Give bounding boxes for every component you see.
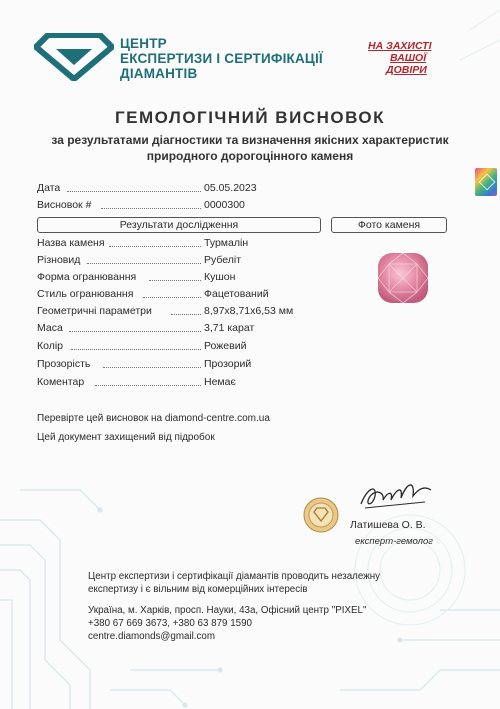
office-address: Україна, м. Харків, просп. Науки, 43а, Офісний центр "PIXEL"	[88, 605, 367, 616]
conclusion-number-label: Висновок #	[37, 199, 92, 211]
gemstone-photo	[375, 250, 431, 306]
result-label: Геометричні параметри	[37, 305, 152, 317]
expert-title: експерт-гемолог	[355, 536, 433, 547]
slogan	[360, 40, 448, 76]
diamond-logo-icon	[34, 33, 114, 81]
verify-text: Перевірте цей висновок на	[37, 413, 163, 424]
dotted-leader	[171, 314, 201, 315]
slogan-line2: ВАШОЇ	[390, 52, 427, 64]
result-row	[37, 236, 327, 250]
disclaimer-text: Центр експертизи і сертифікації діамантів проводить незалежну експертизу і є вільним від комерційних інтересів	[88, 571, 381, 595]
dotted-leader	[95, 385, 201, 386]
dotted-leader	[149, 280, 201, 281]
dotted-leader	[69, 331, 201, 332]
result-label: Маса	[37, 322, 63, 334]
dotted-leader	[101, 208, 201, 209]
photo-section-header: Фото каменя	[331, 217, 447, 233]
verify-link[interactable]: diamond-centre.com.ua	[164, 413, 270, 424]
result-row	[37, 304, 337, 318]
result-label: Форма огранювання	[37, 271, 137, 283]
org-name-line1: ЦЕНТР	[120, 36, 167, 51]
result-value: Рожевий	[204, 340, 247, 352]
result-value: Кушон	[204, 271, 236, 283]
org-name-line2: ЕКСПЕРТИЗИ І СЕРТИФІКАЦІЇ	[120, 51, 323, 66]
result-label: Прозорість	[37, 358, 91, 370]
result-row	[37, 321, 327, 335]
protected-notice: Цей документ захищений від підробок	[37, 432, 215, 443]
hologram-sticker-icon	[475, 168, 497, 196]
subtitle-line1: за результатами діагностики та визначення якісних характеристик	[51, 133, 449, 147]
expert-name: Латишева О. В.	[350, 519, 426, 531]
result-row	[37, 339, 327, 353]
result-row	[37, 253, 327, 267]
dotted-leader	[143, 297, 201, 298]
conclusion-number-row	[37, 198, 287, 212]
result-label: Коментар	[37, 376, 85, 388]
result-value: Рубеліт	[204, 254, 242, 266]
contact-email[interactable]: centre.diamonds@gmail.com	[88, 631, 216, 642]
result-value: Немає	[204, 376, 236, 388]
dotted-leader	[87, 263, 201, 264]
dotted-leader	[109, 246, 201, 247]
conclusion-number-value: 0000300	[204, 199, 245, 211]
dotted-leader	[71, 349, 201, 350]
result-value: Фацетований	[204, 288, 269, 300]
result-label: Стиль огранювання	[37, 288, 134, 300]
result-value: 3,71 карат	[204, 322, 255, 334]
subtitle-line2: природного дорогоцінного каменя	[146, 149, 354, 163]
results-section-header: Результати дослідження	[37, 217, 321, 233]
contact-phones: +380 67 669 3673, +380 63 879 1590	[88, 618, 252, 629]
dotted-leader	[67, 191, 201, 192]
date-label: Дата	[37, 182, 61, 194]
dotted-leader	[103, 367, 201, 368]
gold-seal-icon	[303, 497, 339, 533]
result-row	[37, 287, 327, 301]
result-row	[37, 357, 327, 371]
result-value: Прозорий	[204, 358, 252, 370]
slogan-line3: ДОВІРИ	[386, 64, 427, 76]
organization-name	[120, 36, 323, 81]
date-value: 05.05.2023	[204, 182, 257, 194]
result-row	[37, 375, 327, 389]
date-row	[37, 181, 287, 195]
verify-line	[37, 413, 270, 424]
result-row	[37, 270, 327, 284]
hologram-mark	[479, 174, 496, 191]
document-title: ГЕМОЛОГІЧНИЙ ВИСНОВОК	[114, 108, 386, 127]
result-label: Колір	[37, 340, 64, 352]
result-value: 8,97х8,71х6,53 мм	[204, 305, 294, 317]
result-label: Різновид	[37, 254, 81, 266]
expert-signature	[355, 478, 435, 512]
result-label: Назва каменя	[37, 237, 105, 249]
slogan-line1: НА ЗАХИСТІ	[368, 40, 432, 52]
result-value: Турмалін	[204, 237, 249, 249]
org-name-line3: ДІАМАНТІВ	[120, 66, 198, 81]
document-subtitle	[40, 132, 460, 164]
